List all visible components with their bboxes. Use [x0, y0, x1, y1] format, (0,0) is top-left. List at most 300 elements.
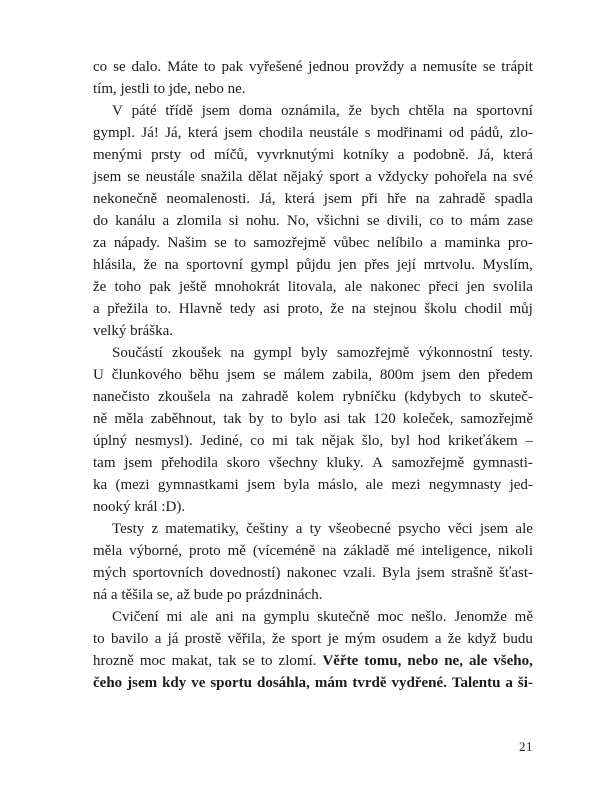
word: koleček,: [402, 411, 454, 427]
word: z: [151, 521, 159, 537]
word: mrtvolu.: [423, 257, 475, 273]
text-segment: velký bráška.: [93, 323, 173, 339]
text-line: [93, 650, 533, 672]
word: testy.: [501, 345, 533, 361]
word: páté: [131, 103, 157, 119]
word: že: [330, 301, 344, 317]
word: Věřte: [322, 653, 359, 669]
word: se: [214, 235, 227, 251]
word: vyřešené: [249, 59, 303, 75]
text-line: [93, 408, 533, 430]
word: jen: [338, 257, 357, 273]
word: ale: [344, 279, 363, 295]
text-line: [93, 166, 533, 188]
word: jsem: [422, 367, 451, 383]
word: chodila: [258, 125, 303, 141]
word: když: [467, 631, 497, 647]
word: jsem: [226, 367, 256, 383]
word: od: [448, 125, 464, 141]
text-line: [93, 518, 533, 540]
word: tomu,: [364, 653, 402, 669]
word: na: [415, 191, 430, 207]
word: Já,: [165, 125, 182, 141]
text-line: [93, 496, 533, 518]
word: samozřejmě: [336, 345, 410, 361]
word: dělat: [248, 169, 278, 185]
text-line: [93, 56, 533, 78]
word: psycho: [398, 521, 441, 537]
word: zase: [507, 213, 533, 229]
word: člunkového: [111, 367, 182, 383]
word: vůbec: [333, 235, 370, 251]
word: se: [263, 367, 276, 383]
word: spadla: [494, 191, 533, 207]
word: dalo.: [131, 59, 162, 75]
page-text: [93, 56, 533, 694]
word: všeho,: [493, 653, 533, 669]
word: nakonec: [286, 565, 337, 581]
word: mě: [514, 609, 533, 625]
word: a: [154, 631, 162, 647]
word: nesmysl).: [134, 433, 193, 449]
word: co: [250, 433, 265, 449]
word: to.: [155, 301, 172, 317]
word: jsem: [127, 675, 158, 691]
word: čeho: [93, 675, 123, 691]
word: Talentu: [451, 675, 501, 691]
word: nanečisto: [93, 389, 150, 405]
word: měla: [114, 411, 144, 427]
word: skutečně: [317, 609, 370, 625]
word: ne,: [444, 653, 463, 669]
word: na: [230, 345, 245, 361]
word: na: [219, 389, 234, 405]
word: vyvrknutými: [256, 147, 335, 163]
word: osudem: [381, 631, 429, 647]
word: se: [366, 213, 380, 229]
word: den: [458, 367, 480, 383]
word: to: [234, 235, 246, 251]
word: gymnastkami: [157, 477, 239, 493]
word: hlásila,: [93, 257, 136, 273]
word: to: [450, 213, 463, 229]
word: chodil: [464, 301, 502, 317]
word: ši-: [517, 675, 533, 691]
word: U: [93, 367, 104, 383]
word: hod: [417, 433, 441, 449]
word: zlo-: [509, 125, 533, 141]
word: do: [93, 213, 108, 229]
word: samozřejmě: [460, 411, 533, 427]
text-line: [93, 474, 533, 496]
word: zabila,: [332, 367, 372, 383]
word: a: [93, 301, 100, 317]
word: měla: [93, 543, 123, 559]
word: vždycky: [377, 169, 429, 185]
word: se: [242, 653, 255, 669]
word: mě: [227, 543, 246, 559]
word: bych: [370, 103, 400, 119]
word: základě: [343, 543, 390, 559]
word: samozřejmě: [391, 455, 465, 471]
word: nikoli: [497, 543, 533, 559]
word: věci: [447, 521, 473, 537]
word: Máte: [167, 59, 198, 75]
word: rybníčku: [342, 389, 396, 405]
word: kdy: [162, 675, 187, 691]
word: třídě: [165, 103, 193, 119]
word: přehodila: [161, 455, 218, 471]
word: jsem: [201, 103, 231, 119]
word: ně: [93, 411, 108, 427]
word: menými: [93, 147, 143, 163]
word: Byla: [382, 565, 411, 581]
word: 800m: [379, 367, 415, 383]
word: a: [430, 235, 437, 251]
word: mi: [166, 609, 183, 625]
word: pro-: [507, 235, 533, 251]
word: Hlavně: [178, 301, 223, 317]
word: inteligence,: [421, 543, 492, 559]
word: dosáhla,: [256, 675, 310, 691]
word: zkoušek: [171, 345, 222, 361]
word: skuteč-: [489, 389, 533, 405]
word: sport: [291, 631, 322, 647]
word: a: [365, 169, 372, 185]
word: skoro: [226, 455, 260, 471]
word: s: [364, 125, 371, 141]
word: ty: [309, 521, 322, 537]
text-segment: ná a těšila se, až bude po prázdninách.: [93, 587, 323, 603]
word: neustále: [145, 169, 195, 185]
word: (kdybych: [404, 389, 462, 405]
word: je: [327, 631, 339, 647]
text-line: [93, 210, 533, 232]
word: ale: [515, 521, 533, 537]
word: na: [453, 103, 468, 119]
word: mi: [272, 433, 288, 449]
word: Našim: [167, 235, 207, 251]
word: při: [361, 191, 378, 207]
word: divili,: [386, 213, 423, 229]
text-line: [93, 232, 533, 254]
word: zahradě: [241, 389, 289, 405]
word: předem: [487, 367, 533, 383]
word: kolem: [296, 389, 335, 405]
text-line: [93, 628, 533, 650]
word: No,: [287, 213, 310, 229]
word: (víceméně: [252, 543, 316, 559]
word: proto,: [287, 301, 323, 317]
word: mým: [344, 631, 376, 647]
word: makat,: [171, 653, 213, 669]
word: na: [241, 609, 256, 625]
text-line: [93, 562, 533, 584]
word: češtiny: [246, 521, 289, 537]
word: ještě: [179, 279, 207, 295]
word: přežila: [107, 301, 149, 317]
word: to: [469, 389, 482, 405]
word: jsem: [323, 191, 353, 207]
text-line: [93, 606, 533, 628]
word: nebo: [407, 653, 439, 669]
word: kluky.: [326, 455, 364, 471]
word: V: [112, 103, 123, 119]
word: pak: [149, 279, 171, 295]
word: byl: [390, 433, 411, 449]
word: asi: [323, 411, 341, 427]
text-line: [93, 430, 533, 452]
word: mám: [314, 675, 348, 691]
word: hrozně: [93, 653, 134, 669]
word: stejnou: [373, 301, 417, 317]
word: dovedností): [209, 565, 281, 581]
word: strašně: [451, 565, 493, 581]
text-line: [93, 254, 533, 276]
word: na: [322, 543, 337, 559]
word: všichni: [316, 213, 360, 229]
word: gympl.: [93, 125, 136, 141]
word: mé: [396, 543, 415, 559]
word: že: [143, 257, 157, 273]
word: a: [397, 147, 405, 163]
word: úplný: [93, 433, 128, 449]
word: tak: [223, 411, 242, 427]
word: že: [447, 631, 462, 647]
word: si: [228, 213, 239, 229]
word: Já,: [259, 191, 276, 207]
word: na: [164, 257, 179, 273]
word: šťast-: [499, 565, 533, 581]
word: ka: [93, 477, 108, 493]
word: sport: [329, 169, 360, 185]
text-line: [93, 452, 533, 474]
word: to: [203, 59, 216, 75]
word: nápady.: [113, 235, 160, 251]
word: tvrdě: [352, 675, 387, 691]
word: ale: [468, 653, 488, 669]
word: Myslím,: [482, 257, 533, 273]
word: která: [187, 125, 218, 141]
word: která: [502, 147, 533, 163]
word: neustále: [309, 125, 359, 141]
text-line: [93, 584, 533, 606]
word: nemusíte: [422, 59, 477, 75]
word: co: [93, 59, 108, 75]
word: se: [113, 59, 126, 75]
text-line: [93, 276, 533, 298]
word: nešlo.: [411, 609, 447, 625]
word: školu: [424, 301, 457, 317]
word: šlo,: [361, 433, 384, 449]
word: Já!: [141, 125, 159, 141]
word: mezi: [391, 477, 421, 493]
word: byly: [301, 345, 328, 361]
word: trápit: [501, 59, 533, 75]
word: co: [429, 213, 444, 229]
word: Jenomže: [454, 609, 507, 625]
word: oznámila,: [280, 103, 340, 119]
word: málem: [283, 367, 325, 383]
word: moc: [377, 609, 404, 625]
word: jsem: [479, 521, 509, 537]
word: máslo,: [317, 477, 358, 493]
word: snažila: [200, 169, 243, 185]
word: 120: [373, 411, 396, 427]
word: nekonečně: [93, 191, 158, 207]
word: ale: [190, 609, 208, 625]
word: se: [127, 169, 140, 185]
word: nějaký: [283, 169, 324, 185]
word: A: [372, 455, 384, 471]
word: moc: [139, 653, 166, 669]
word: gymplu: [263, 609, 310, 625]
word: kanálu: [115, 213, 156, 229]
word: její: [396, 257, 416, 273]
word: gympl: [250, 257, 289, 273]
word: a: [410, 59, 417, 75]
word: že: [348, 103, 362, 119]
word: všechny: [268, 455, 318, 471]
word: jsem: [124, 455, 153, 471]
word: doma: [238, 103, 273, 119]
word: jsem: [93, 169, 122, 185]
word: zkoušela: [158, 389, 211, 405]
text-line: [93, 298, 533, 320]
word: provždy: [355, 59, 405, 75]
word: na: [351, 301, 366, 317]
word: neomalenosti.: [166, 191, 251, 207]
word: asi: [263, 301, 280, 317]
word: budu: [502, 631, 533, 647]
word: a: [295, 521, 303, 537]
word: sportovní: [186, 257, 243, 273]
word: prsty: [151, 147, 182, 163]
text-line: [93, 78, 533, 100]
word: pak: [221, 59, 244, 75]
word: tam: [93, 455, 116, 471]
word: to: [271, 411, 283, 427]
word: pohořela: [434, 169, 487, 185]
word: –: [525, 433, 533, 449]
word: nějak: [321, 433, 355, 449]
word: míčů,: [213, 147, 248, 163]
text-line: [93, 386, 533, 408]
word: ve: [191, 675, 206, 691]
text-line: [93, 122, 533, 144]
word: se: [482, 59, 496, 75]
word: Já,: [477, 147, 494, 163]
word: svolila: [492, 279, 533, 295]
word: vydřené.: [391, 675, 447, 691]
word: sportu: [210, 675, 253, 691]
word: že: [93, 279, 107, 295]
word: mnohokrát: [214, 279, 280, 295]
word: běhu: [189, 367, 219, 383]
word: zlomila: [176, 213, 222, 229]
word: mám: [469, 213, 500, 229]
word: nelíbilo: [376, 235, 423, 251]
word: a: [505, 675, 513, 691]
word: jsem: [416, 565, 445, 581]
word: litovala,: [287, 279, 337, 295]
word: zlomí.: [278, 653, 317, 669]
word: samozřejmě: [253, 235, 326, 251]
word: Testy: [112, 521, 145, 537]
word: chtěla: [408, 103, 445, 119]
word: mých: [93, 565, 127, 581]
word: jsem: [247, 477, 276, 493]
word: zaběhnout,: [150, 411, 217, 427]
page-number: 21: [519, 739, 533, 754]
word: a: [162, 213, 170, 229]
word: tedy: [229, 301, 256, 317]
word: sportovní: [476, 103, 533, 119]
word: by: [248, 411, 264, 427]
word: nakonec: [370, 279, 421, 295]
word: tak: [347, 411, 367, 427]
text-line: [93, 100, 533, 122]
word: od: [190, 147, 206, 163]
word: pádů,: [470, 125, 504, 141]
word: přes: [364, 257, 390, 273]
word: gymnasti-: [472, 455, 533, 471]
text-line: [93, 320, 533, 342]
word: negymnasty: [428, 477, 502, 493]
word: Součástí: [112, 345, 163, 361]
word: vzali.: [342, 565, 376, 581]
word: své: [512, 169, 533, 185]
word: která: [284, 191, 315, 207]
text-line: [93, 672, 533, 694]
word: tak: [218, 653, 237, 669]
word: ani: [215, 609, 234, 625]
word: ale: [365, 477, 384, 493]
word: za: [93, 235, 107, 251]
word: nohu.: [246, 213, 280, 229]
word: jsem: [224, 125, 253, 141]
text-line: [93, 144, 533, 166]
word: (mezi: [115, 477, 150, 493]
word: já: [167, 631, 179, 647]
word: hře: [387, 191, 407, 207]
word: půjdu: [296, 257, 331, 273]
word: podobně.: [413, 147, 469, 163]
word: výborné,: [129, 543, 183, 559]
word: tak: [295, 433, 315, 449]
word: modřinami: [376, 125, 443, 141]
text-line: [93, 540, 533, 562]
text-segment: nooký král :D).: [93, 499, 186, 515]
word: toho: [114, 279, 142, 295]
word: můj: [509, 301, 533, 317]
word: maminka: [444, 235, 501, 251]
word: všeobecné: [328, 521, 391, 537]
word: věřila,: [227, 631, 266, 647]
word: přeci: [428, 279, 459, 295]
text-line: [93, 188, 533, 210]
word: byla: [283, 477, 310, 493]
word: bavilo: [110, 631, 149, 647]
text-line: [93, 364, 533, 386]
word: výkonnostní: [418, 345, 493, 361]
word: Jediné,: [200, 433, 243, 449]
word: že: [271, 631, 286, 647]
word: kotníky: [343, 147, 389, 163]
word: sportovních: [132, 565, 204, 581]
word: a: [434, 631, 442, 647]
word: matematiky,: [165, 521, 239, 537]
